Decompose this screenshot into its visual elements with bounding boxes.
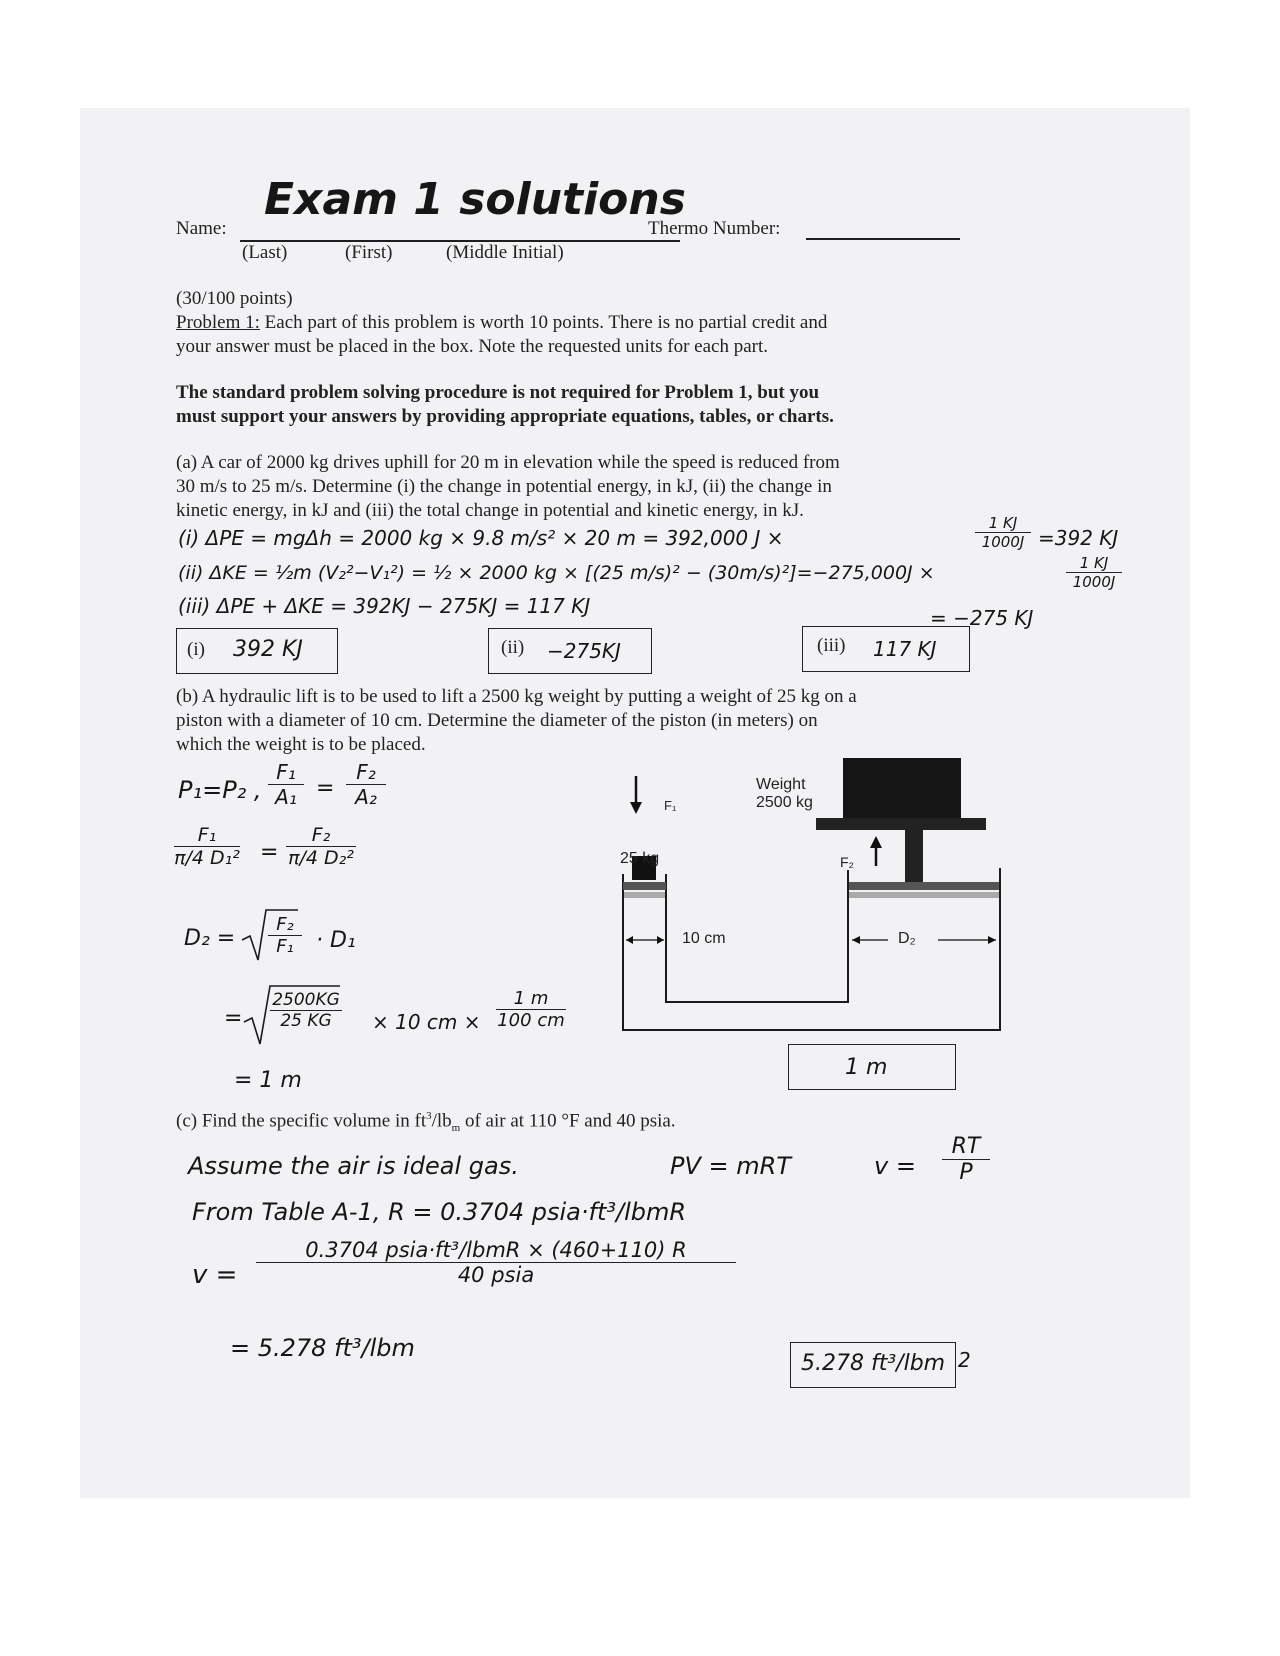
a2: A₂	[346, 784, 386, 809]
instructions-bold-line2: must support your answers by providing appropriate equations, tables, or charts.	[176, 406, 834, 427]
q-mid: /lb	[431, 1110, 452, 1132]
d2-lhs: D₂ =	[184, 926, 236, 951]
answer-box-iii	[802, 626, 970, 672]
f2-over-area2	[286, 824, 356, 869]
part-a-work-line2: (ii) ΔKE = ½m (V₂²−V₁²) = ½ × 2000 kg × [(25 m/s)² − (30m/s)²]=−275,000J ×	[178, 562, 935, 584]
part-b-question-line2: piston with a diameter of 10 cm. Determine the diameter of the piston (in meters) on	[176, 710, 818, 731]
times-10cm: × 10 cm ×	[372, 1010, 481, 1034]
equals-sign-3: =	[224, 1006, 243, 1031]
diagram-f2-label: F₂	[840, 854, 854, 870]
handwritten-title: Exam 1 solutions	[264, 174, 686, 225]
diagram-weight-label: Weight	[756, 776, 806, 793]
f2-over-a2	[346, 760, 386, 809]
one-meter: 1 m	[513, 988, 549, 1009]
part-c-answer-box	[790, 1342, 956, 1388]
hundred-cm: 100 cm	[497, 1010, 565, 1031]
fraction-denominator: 1000J	[1066, 572, 1122, 591]
sqrt-fraction-2	[270, 990, 342, 1031]
hydraulic-lift-diagram	[620, 758, 1040, 1046]
problem-intro-text: Each part of this problem is worth 10 points. There is no partial credit and	[259, 312, 828, 333]
part-c-answer-value: 5.278 ft³/lbm	[801, 1351, 946, 1376]
part-b-answer-box	[788, 1044, 956, 1090]
part-b-question-line1: (b) A hydraulic lift is to be used to lift a 2500 kg weight by putting a weight of 25 kg on a	[176, 686, 857, 707]
answer-box-ii-value: −275KJ	[547, 639, 621, 663]
answer-box-ii-label: (ii)	[501, 637, 525, 658]
f1-arrow-head	[630, 802, 642, 814]
part-c-result: = 5.278 ft³/lbm	[230, 1334, 415, 1362]
part-c-answer-suffix: 2	[958, 1348, 971, 1372]
f2: F₂	[311, 824, 331, 846]
mass-2500: 2500KG	[272, 990, 340, 1010]
rt: RT	[951, 1134, 981, 1159]
thermo-number-underline	[806, 238, 960, 240]
conversion-fraction	[496, 988, 566, 1031]
points: (30/100 points)	[176, 288, 293, 309]
part-a-work-line3: (iii) ΔPE + ΔKE = 392KJ − 275KJ = 117 KJ	[178, 594, 591, 618]
sqrt-den: F₁	[268, 935, 302, 957]
part-a-question-line1: (a) A car of 2000 kg drives uphill for 20 m in elevation while the speed is reduced from	[176, 452, 840, 473]
p: P	[942, 1159, 990, 1185]
part-a-work-line2-result: = −275 KJ	[930, 606, 1034, 630]
diagram-d2-label: D₂	[898, 930, 916, 947]
sqrt-num: F₂	[276, 914, 294, 935]
denominator: 40 psia	[256, 1262, 736, 1287]
problem-intro-line1	[176, 312, 827, 334]
piston-rod	[905, 830, 923, 882]
specific-volume-fraction	[256, 1238, 736, 1287]
sub-first: (First)	[345, 242, 393, 263]
part-b-question-line3: which the weight is to be placed.	[176, 734, 426, 755]
platform	[816, 818, 986, 830]
sqrt-fraction-1	[268, 914, 302, 957]
pi-d1-squared: π/4 D₁²	[174, 847, 240, 869]
v-lhs: v =	[192, 1260, 238, 1290]
q-sup: 3	[426, 1110, 432, 1122]
equals-sign: =	[316, 776, 335, 801]
q-pre: (c) Find the specific volume in ft	[176, 1110, 427, 1132]
weight-2500kg-block	[843, 758, 961, 818]
part-a-work-line1-fraction	[975, 514, 1031, 551]
mass-25: 25 KG	[270, 1010, 342, 1031]
answer-box-iii-label: (iii)	[817, 635, 846, 656]
times-d1: · D₁	[316, 928, 356, 953]
from-table-a1: From Table A-1, R = 0.3704 psia·ft³/lbmR	[192, 1198, 687, 1226]
rt-over-p	[942, 1134, 990, 1185]
v-equals: v =	[874, 1152, 916, 1180]
part-c-question	[176, 1110, 676, 1134]
f1: F₁	[197, 824, 217, 846]
small-piston	[623, 882, 666, 890]
part-b-answer-value: 1 m	[845, 1055, 888, 1080]
diagram-weight-mass: 2500 kg	[756, 794, 813, 811]
q-sub: m	[451, 1122, 461, 1135]
f1-over-a1	[268, 760, 304, 809]
diagram-10cm-label: 10 cm	[682, 930, 726, 947]
part-a-question-line2: 30 m/s to 25 m/s. Determine (i) the change in potential energy, in kJ, (ii) the change in	[176, 476, 832, 497]
answer-box-i	[176, 628, 338, 674]
part-a-question-line3: kinetic energy, in kJ and (iii) the total change in potential and kinetic energy, in kJ.	[176, 500, 804, 521]
problem-intro-line2: your answer must be placed in the box. Note the requested units for each part.	[176, 336, 768, 357]
f1-over-area1	[174, 824, 240, 869]
part-b-result: = 1 m	[234, 1068, 302, 1093]
f2: F₂	[356, 760, 376, 784]
part-a-work-line1-result: =392 KJ	[1038, 526, 1119, 550]
fraction-denominator: 1000J	[975, 532, 1031, 551]
part-a-work-line2-fraction	[1066, 554, 1122, 591]
pressure-equality: P₁=P₂ ,	[178, 776, 262, 804]
problem-label: Problem 1:	[176, 312, 260, 333]
f2-arrow-head	[870, 836, 882, 848]
answer-box-i-value: 392 KJ	[233, 637, 303, 662]
sub-last: (Last)	[242, 242, 288, 263]
answer-box-ii	[488, 628, 652, 674]
diagram-25kg-label: 25 kg	[620, 850, 660, 867]
large-piston-seal	[849, 892, 999, 898]
name-label: Name:	[176, 218, 227, 239]
scanned-page	[80, 108, 1190, 1498]
q-post: of air at 110 °F and 40 psia.	[460, 1110, 676, 1132]
f1: F₁	[276, 760, 296, 784]
diagram-f1-label: F₁	[664, 798, 677, 813]
pi-d2-squared: π/4 D₂²	[286, 846, 356, 869]
equals-sign-2: =	[260, 840, 279, 865]
thermo-number-label: Thermo Number:	[648, 218, 781, 239]
numerator: 0.3704 psia·ft³/lbmR × (460+110) R	[305, 1238, 687, 1262]
answer-box-i-label: (i)	[187, 639, 205, 660]
ideal-gas-law: PV = mRT	[670, 1152, 791, 1180]
fraction-numerator: 1 KJ	[988, 514, 1018, 532]
instructions-bold-line1: The standard problem solving procedure is not required for Problem 1, but you	[176, 382, 820, 403]
sub-middle-initial: (Middle Initial)	[446, 242, 564, 263]
answer-box-iii-value: 117 KJ	[873, 637, 937, 661]
small-piston-seal	[624, 892, 665, 898]
fraction-numerator: 1 KJ	[1079, 554, 1109, 572]
part-a-work-line1: (i) ΔPE = mgΔh = 2000 kg × 9.8 m/s² × 20 m = 392,000 J ×	[178, 526, 784, 550]
assume-ideal-gas: Assume the air is ideal gas.	[188, 1152, 519, 1180]
a1: A₁	[268, 784, 304, 809]
large-piston	[849, 882, 999, 890]
